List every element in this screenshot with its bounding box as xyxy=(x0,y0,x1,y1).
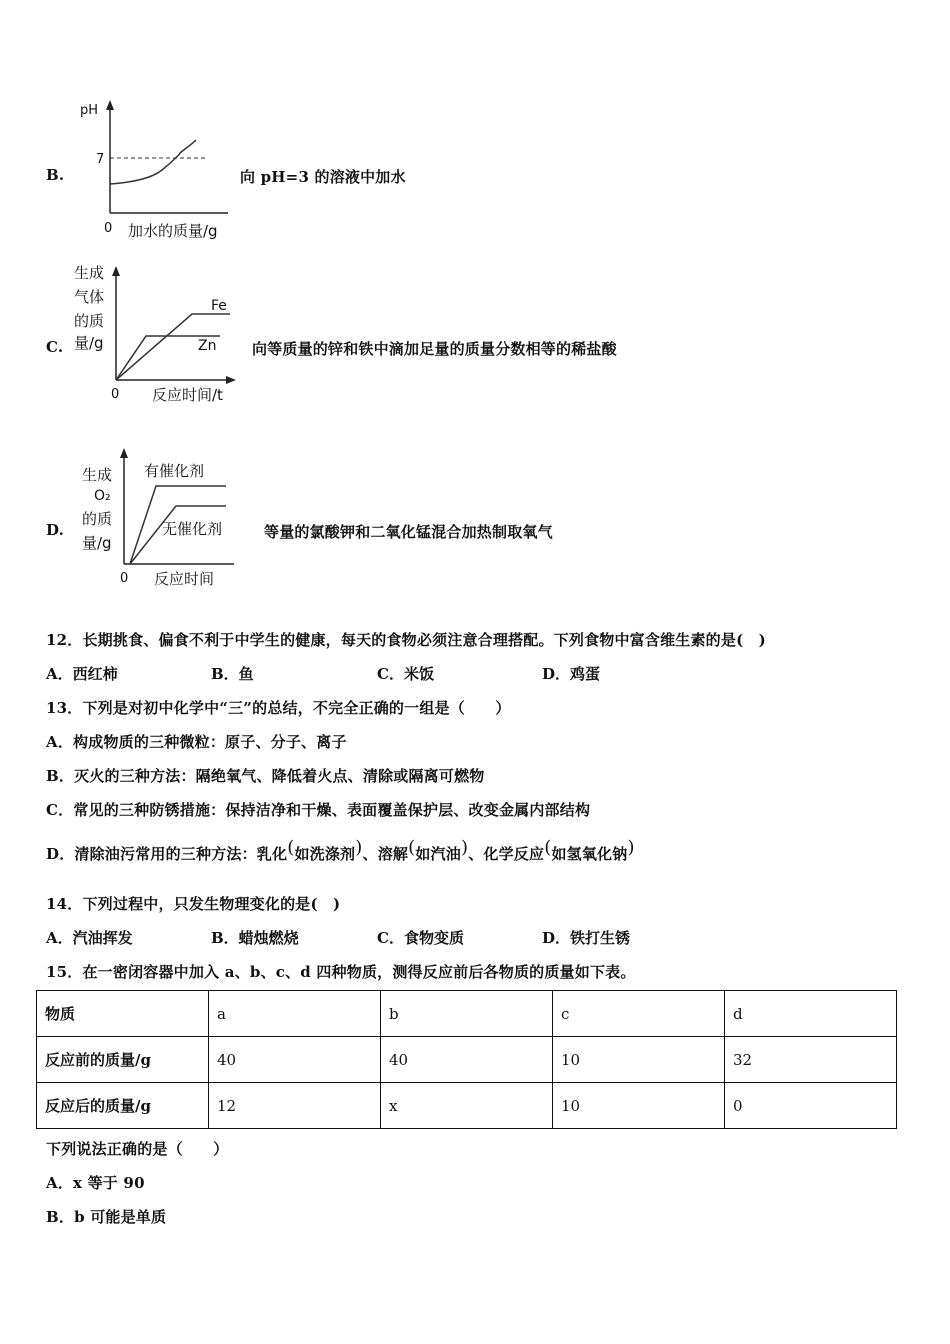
y-axis-arrow xyxy=(112,266,120,276)
option-c-desc: 向等质量的锌和铁中滴加足量的质量分数相等的稀盐酸 xyxy=(252,340,617,358)
y-axis-arrow xyxy=(120,448,128,458)
q13-d-mid-2: 、化学反应 xyxy=(468,845,545,863)
q14-option-c: C．食物变质 xyxy=(377,929,464,947)
y-axis-label-1: 生成 xyxy=(74,264,105,282)
y-axis-label-4: 量/g xyxy=(82,534,112,552)
origin-label: 0 xyxy=(104,221,113,236)
option-d-desc: 等量的氯酸钾和二氧化锰混合加热制取氧气 xyxy=(264,523,553,541)
q12-stem: 12．长期挑食、偏食不利于中学生的健康，每天的食物必须注意合理搭配。下列食物中富含维生素的是( ) xyxy=(46,631,766,649)
ph-graph xyxy=(80,98,240,243)
mass-table xyxy=(36,990,897,1129)
q12-option-d: D．鸡蛋 xyxy=(542,665,601,683)
y-axis-arrow xyxy=(106,100,114,110)
q13-option-c: C．常见的三种防锈措施：保持洁净和干燥、表面覆盖保护层、改变金属内部结构 xyxy=(46,801,591,819)
y-axis-label-3: 的质 xyxy=(74,312,105,330)
q13-d-example-1: 如洗涤剂 xyxy=(294,845,356,863)
oxygen-mass-graph xyxy=(74,444,244,590)
ph7-label: 7 xyxy=(96,152,105,167)
q12-option-c: C．米饭 xyxy=(377,665,434,683)
q13-option-a: A．构成物质的三种微粒：原子、分子、离子 xyxy=(46,733,347,751)
table-header-cell: b xyxy=(381,991,553,1037)
table-header-cell: d xyxy=(725,991,897,1037)
q12-option-b: B．鱼 xyxy=(211,665,254,683)
x-axis-arrow xyxy=(226,376,236,384)
q12-option-a: A．西红柿 xyxy=(46,665,118,683)
q13-d-example-2: 如汽油 xyxy=(415,845,461,863)
x-axis-label: 反应时间/t xyxy=(152,386,223,404)
table-cell: 反应后的质量/g xyxy=(37,1083,209,1129)
table-cell: 40 xyxy=(209,1037,381,1083)
q14-option-a: A．汽油挥发 xyxy=(46,929,133,947)
table-cell: 40 xyxy=(381,1037,553,1083)
q14-stem: 14．下列过程中，只发生物理变化的是( ) xyxy=(46,895,341,913)
q14-option-d: D．铁打生锈 xyxy=(542,929,631,947)
option-b-desc: 向 pH=3 的溶液中加水 xyxy=(240,168,406,186)
origin-label: 0 xyxy=(120,571,129,586)
table-row xyxy=(37,1037,897,1083)
table-header-cell: 物质 xyxy=(37,991,209,1037)
y-axis-label-1: 生成 xyxy=(82,466,113,484)
ph-curve xyxy=(110,140,196,184)
q13-d-example-3: 如氢氧化钠 xyxy=(551,845,628,863)
q13-option-b: B．灭火的三种方法：隔绝氧气、降低着火点、清除或隔离可燃物 xyxy=(46,767,485,785)
gas-mass-graph xyxy=(70,262,250,408)
table-cell: 反应前的质量/g xyxy=(37,1037,209,1083)
x-axis-label: 加水的质量/g xyxy=(128,222,218,240)
fe-label: Fe xyxy=(211,298,227,314)
table-header-row xyxy=(37,991,897,1037)
table-cell: 10 xyxy=(553,1083,725,1129)
x-axis-label: 反应时间 xyxy=(154,570,215,588)
q15-option-b: B．b 可能是单质 xyxy=(46,1208,167,1226)
y-axis-label-2: O₂ xyxy=(94,488,111,504)
table-header-cell: c xyxy=(553,991,725,1037)
no-catalyst-label: 无催化剂 xyxy=(162,520,223,538)
table-row xyxy=(37,1083,897,1129)
catalyst-label: 有催化剂 xyxy=(144,462,205,480)
q15-stem: 15．在一密闭容器中加入 a、b、c、d 四种物质，测得反应前后各物质的质量如下表。 xyxy=(46,963,636,981)
q13-stem: 13．下列是对初中化学中“三”的总结，不完全正确的一组是（ ） xyxy=(46,699,511,717)
table-cell: 10 xyxy=(553,1037,725,1083)
q15-option-a: A．x 等于 90 xyxy=(46,1174,145,1192)
option-d-label: D. xyxy=(46,521,65,539)
option-b-label: B. xyxy=(46,166,65,184)
y-axis-label-3: 的质 xyxy=(82,510,113,528)
y-axis-label-4: 量/g xyxy=(74,334,104,352)
option-c-label: C. xyxy=(46,338,64,356)
table-cell: 0 xyxy=(725,1083,897,1129)
y-axis-label: pH xyxy=(80,103,99,118)
y-axis-label-2: 气体 xyxy=(74,288,105,306)
table-cell: 32 xyxy=(725,1037,897,1083)
q13-option-d: D．清除油污常用的三种方法：乳化(如洗涤剂)、溶解(如汽油)、化学反应(如氢氧化钠) xyxy=(46,837,635,863)
table-cell: x xyxy=(381,1083,553,1129)
q13-d-prefix: D．清除油污常用的三种方法：乳化 xyxy=(46,845,288,863)
table-cell: 12 xyxy=(209,1083,381,1129)
q13-d-mid-1: 、溶解 xyxy=(362,845,409,863)
q14-option-b: B．蜡烛燃烧 xyxy=(211,929,299,947)
origin-label: 0 xyxy=(111,387,120,402)
zn-label: Zn xyxy=(198,338,217,354)
table-header-cell: a xyxy=(209,991,381,1037)
q15-prompt: 下列说法正确的是（ ） xyxy=(46,1140,229,1158)
